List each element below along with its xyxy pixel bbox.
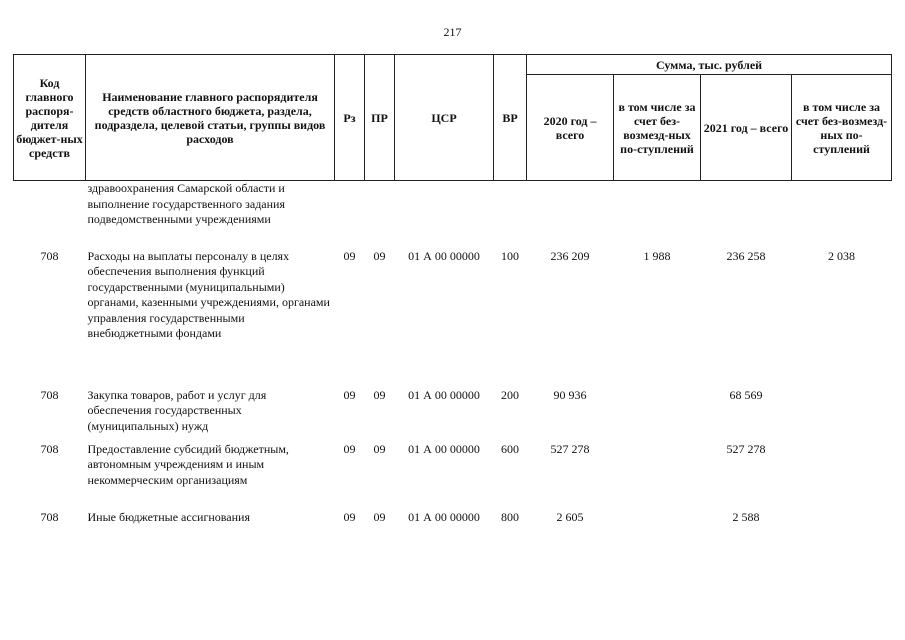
cell-vr bbox=[494, 181, 527, 249]
header-vr: ВР bbox=[494, 55, 527, 181]
table-body bbox=[14, 181, 892, 530]
cell-code bbox=[14, 181, 86, 249]
cell-2020-total bbox=[527, 181, 614, 249]
cell-name: Закупка товаров, работ и услуг для обеспечения государственных (муниципальных) нужд bbox=[87, 387, 267, 433]
cell-2020-total: 90 936 bbox=[553, 387, 587, 402]
cell-2021-incl bbox=[792, 510, 892, 530]
cell-name: Расходы на выплаты персоналу в целях обеспечения выполнения функций государственными (муниципальными) органами, казенными учреждениями, органами управления государственными внебюджетными фондами bbox=[87, 248, 330, 340]
cell-2020-total: 527 278 bbox=[550, 441, 590, 456]
header-2020-total: 2020 год – всего bbox=[527, 75, 614, 181]
cell-2021-incl bbox=[792, 388, 892, 442]
header-pr: ПР bbox=[365, 55, 395, 181]
table-row bbox=[14, 442, 892, 510]
table-header bbox=[14, 55, 892, 181]
cell-2021-total: 236 258 bbox=[726, 248, 766, 263]
table-row bbox=[14, 388, 892, 442]
cell-csr: 01 А 00 00000 bbox=[408, 509, 480, 524]
cell-pr: 09 bbox=[373, 441, 386, 456]
cell-csr: 01 А 00 00000 bbox=[408, 248, 480, 263]
cell-name: здравоохранения Самарской области и выполнение государственного задания подведомственными учреждениями bbox=[87, 181, 285, 226]
cell-vr: 600 bbox=[501, 441, 519, 456]
table-row bbox=[14, 510, 892, 530]
cell-code: 708 bbox=[40, 387, 59, 402]
cell-2021-incl bbox=[792, 181, 892, 249]
cell-2020-incl bbox=[614, 510, 701, 530]
cell-pr: 09 bbox=[373, 248, 386, 263]
cell-2020-incl: 1 988 bbox=[643, 248, 671, 263]
header-rz: Рз bbox=[335, 55, 365, 181]
cell-csr bbox=[395, 181, 494, 249]
cell-2021-incl bbox=[792, 442, 892, 510]
cell-2021-incl: 2 038 bbox=[828, 248, 856, 263]
cell-code: 708 bbox=[40, 509, 59, 524]
cell-code: 708 bbox=[40, 248, 59, 263]
cell-name: Предоставление субсидий бюджетным, автономным учреждениям и иным некоммерческим организациям bbox=[87, 441, 289, 487]
cell-vr: 200 bbox=[501, 387, 519, 402]
header-code: Код главного распоря-дителя бюджет-ных средств bbox=[14, 55, 86, 181]
cell-rz: 09 bbox=[343, 248, 356, 263]
cell-2021-total: 2 588 bbox=[732, 509, 760, 524]
cell-csr: 01 А 00 00000 bbox=[408, 387, 480, 402]
header-sum: Сумма, тыс. рублей bbox=[527, 55, 892, 75]
cell-code: 708 bbox=[40, 441, 59, 456]
budget-table bbox=[13, 54, 892, 530]
cell-2020-incl bbox=[614, 388, 701, 442]
cell-name: Иные бюджетные ассигнования bbox=[87, 509, 250, 524]
cell-2020-incl bbox=[614, 442, 701, 510]
cell-pr: 09 bbox=[373, 509, 386, 524]
cell-2021-total: 527 278 bbox=[726, 441, 766, 456]
header-2021-total: 2021 год – всего bbox=[701, 75, 792, 181]
cell-2021-total bbox=[701, 181, 792, 249]
header-2021-incl: в том числе за счет без-возмезд-ных по-ступлений bbox=[792, 75, 892, 181]
cell-2020-total: 2 605 bbox=[556, 509, 584, 524]
table-row bbox=[14, 181, 892, 249]
header-name: Наименование главного распорядителя средств областного бюджета, раздела, подраздела, целевой статьи, группы видов расходов bbox=[86, 55, 335, 181]
cell-pr bbox=[365, 181, 395, 249]
cell-2020-incl bbox=[614, 181, 701, 249]
cell-rz: 09 bbox=[343, 441, 356, 456]
header-csr: ЦСР bbox=[395, 55, 494, 181]
page-number: 217 bbox=[443, 25, 462, 39]
cell-pr: 09 bbox=[373, 387, 386, 402]
cell-rz: 09 bbox=[343, 387, 356, 402]
header-2020-incl: в том числе за счет без-возмезд-ных по-ступлений bbox=[614, 75, 701, 181]
cell-vr: 800 bbox=[501, 509, 519, 524]
cell-vr: 100 bbox=[501, 248, 519, 263]
cell-csr: 01 А 00 00000 bbox=[408, 441, 480, 456]
cell-rz bbox=[335, 181, 365, 249]
cell-2021-total: 68 569 bbox=[729, 387, 763, 402]
table-row bbox=[14, 249, 892, 388]
cell-rz: 09 bbox=[343, 509, 356, 524]
cell-2020-total: 236 209 bbox=[550, 248, 590, 263]
